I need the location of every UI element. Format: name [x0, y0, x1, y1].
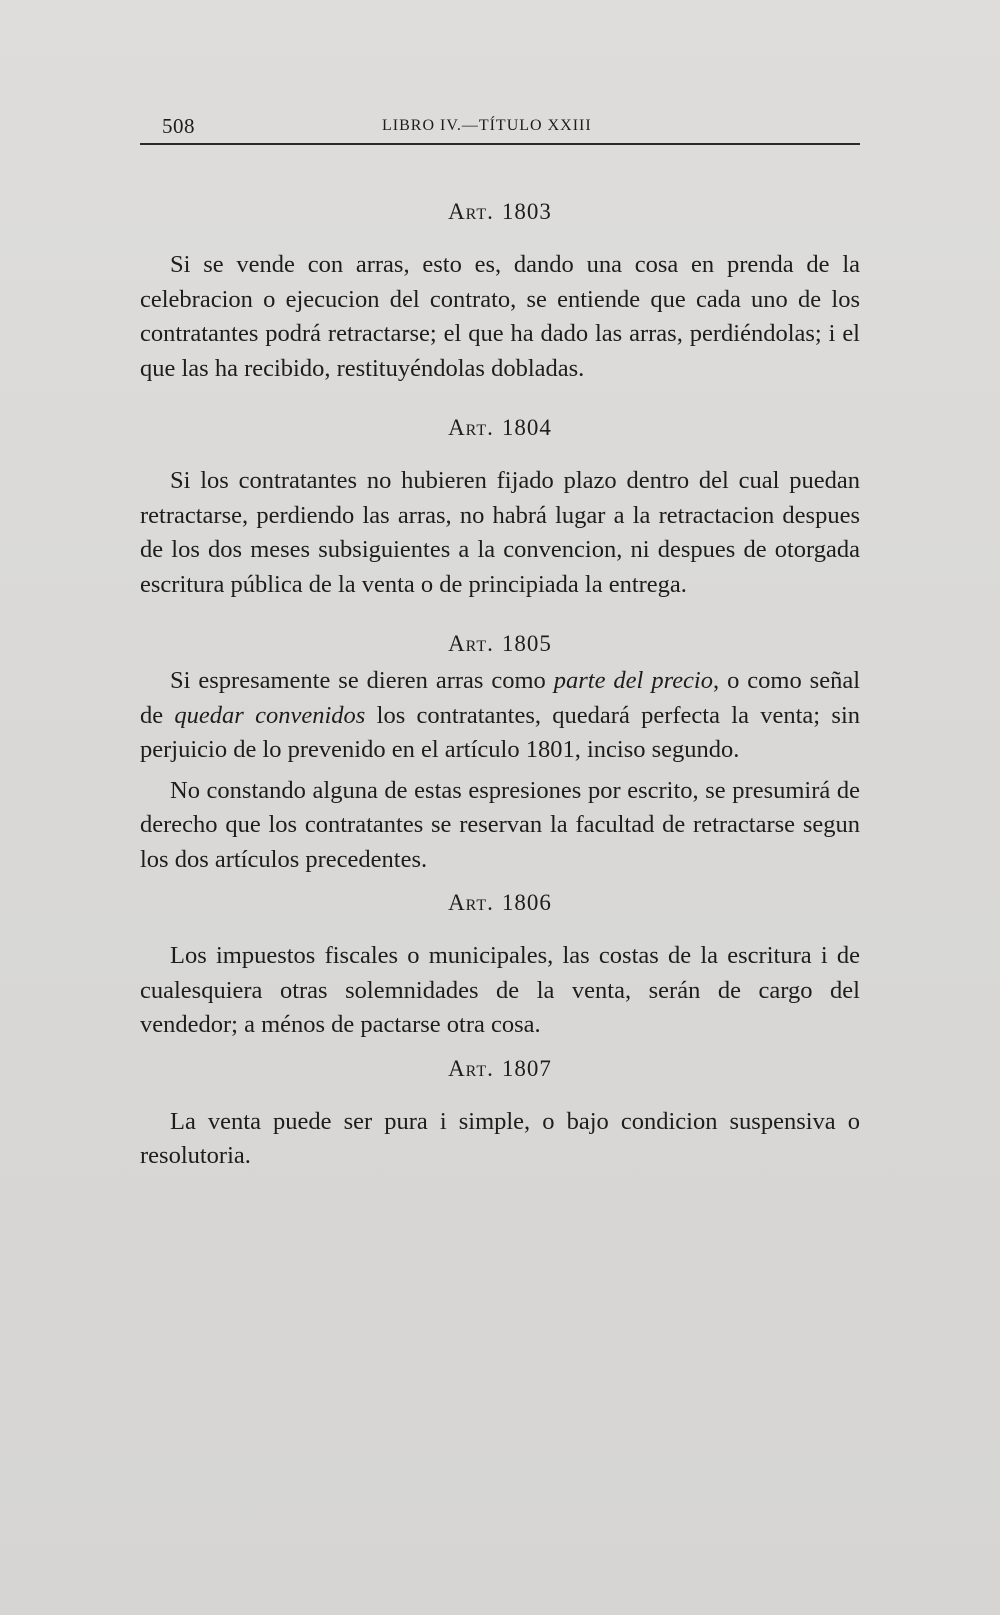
page-body — [140, 198, 860, 1174]
header-rule — [140, 143, 860, 145]
text-run: Si espresamente se dieren arras como — [170, 667, 554, 694]
article-label: Art. — [448, 1055, 494, 1081]
page-number: 508 — [162, 114, 195, 138]
article-paragraph: Si los contratantes no hubieren fijado plazo dentro del cual puedan retractarse, perdiendo las arras, no habrá lugar a la retractacion despues de los dos meses subsiguientes a la convencion, ni despues de otorgada escritura pública de la venta o de principiada la entrega. — [140, 467, 860, 598]
italic-term: quedar convenidos — [174, 701, 366, 729]
article-label: Art. — [448, 415, 494, 440]
article-number: 1803 — [501, 199, 552, 224]
article-heading — [140, 414, 860, 442]
article-paragraph: Si se vende con arras, esto es, dando una cosa en prenda de la celebracion o ejecucion del contrato, se entiende que cada uno de los contratantes podrá retractarse; el que ha dado las arras, perdiéndolas; i el que las ha recibido, restituyéndolas dobladas. — [140, 251, 860, 382]
article-1806 — [140, 889, 860, 1043]
article-paragraph: La venta puede ser pura i simple, o bajo condicion suspensiva o resolutoria. — [140, 1107, 860, 1169]
article-label: Art. — [448, 631, 494, 656]
article-1803 — [140, 198, 860, 386]
article-label: Art. — [448, 890, 494, 915]
article-number: 1806 — [501, 890, 552, 915]
article-number: 1807 — [501, 1055, 552, 1081]
running-head: LIBRO IV.—TÍTULO XXIII — [382, 117, 592, 134]
italic-term: parte del precio — [553, 667, 713, 694]
article-heading — [140, 198, 860, 226]
article-1804 — [140, 414, 860, 602]
article-number: 1804 — [501, 415, 552, 440]
article-paragraph — [140, 664, 860, 768]
text-run: , o como señal de — [140, 667, 860, 729]
article-1805 — [140, 630, 860, 877]
article-label: Art. — [448, 199, 494, 224]
article-paragraph: No constando alguna de estas espresiones por escrito, se presumirá de derecho que los contratantes se reservan la facultad de retractarse segun los dos artículos precedentes. — [140, 776, 860, 873]
article-number: 1805 — [501, 631, 552, 656]
article-paragraph: Los impuestos fiscales o municipales, las costas de la escritura i de cualesquiera otras solemnidades de la venta, serán de cargo del vendedor; a ménos de pactarse otra cosa. — [140, 942, 860, 1038]
article-heading — [140, 630, 860, 658]
article-1807 — [140, 1055, 860, 1174]
article-heading — [140, 1055, 860, 1083]
article-heading — [140, 889, 860, 917]
text-run: los contratantes, quedará perfecta la venta; sin perjuicio de lo prevenido en el artículo 1801, inciso segundo. — [140, 701, 861, 763]
page-header — [160, 114, 860, 144]
